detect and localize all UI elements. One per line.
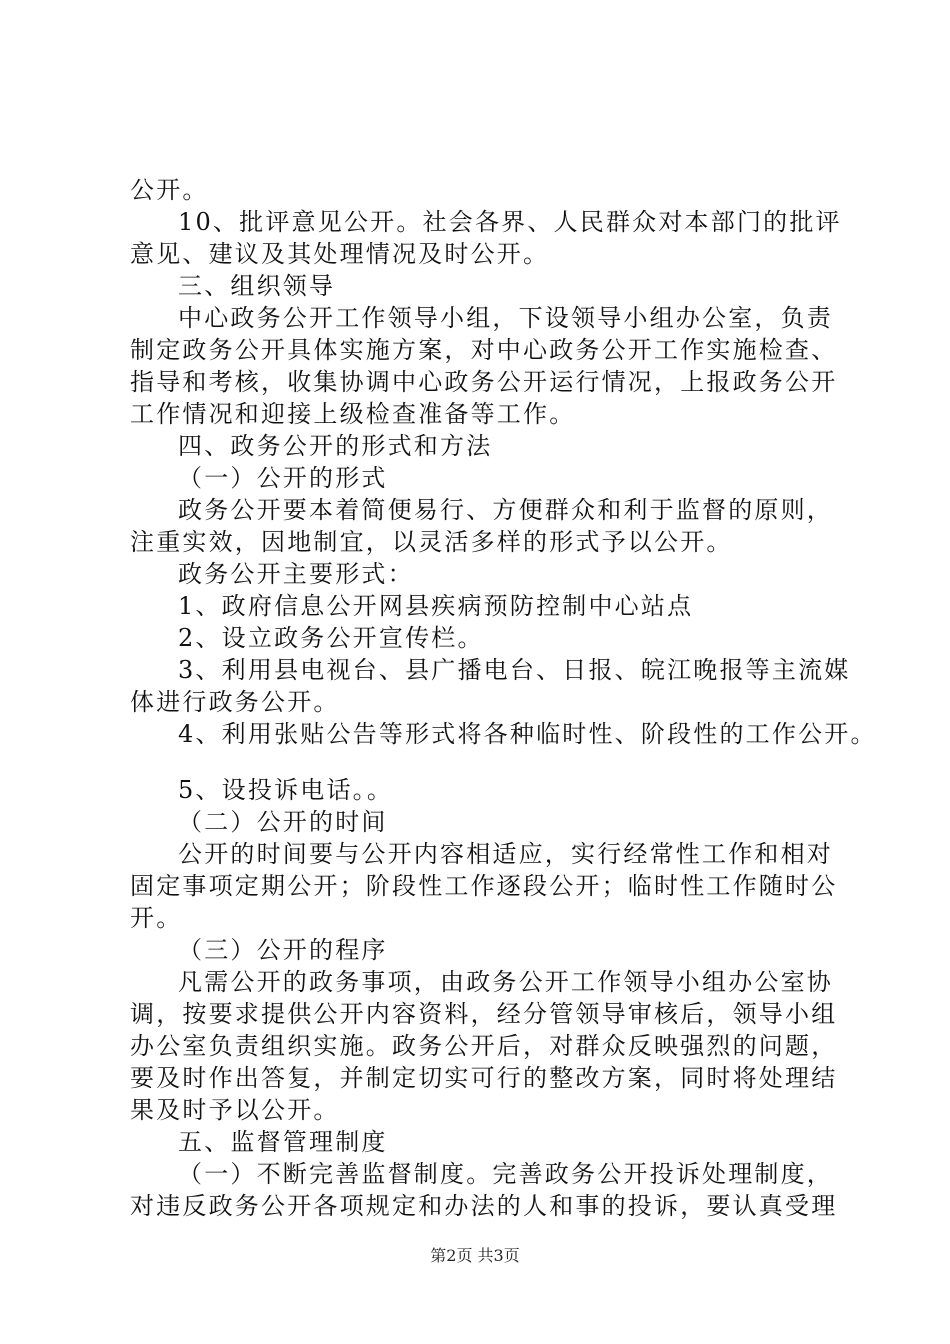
page-number-footer: 第2页 共3页 bbox=[430, 1246, 520, 1265]
text-line: 凡需公开的政务事项，由政务公开工作领导小组办公室协 bbox=[178, 968, 833, 996]
text-line: 政务公开要本着简便易行、方便群众和利于监督的原则， bbox=[178, 496, 833, 524]
text-line: 中心政务公开工作领导小组，下设领导小组办公室，负责 bbox=[178, 304, 833, 332]
text-line: 工作情况和迎接上级检查准备等工作。 bbox=[130, 400, 576, 428]
list-item: 3、利用县电视台、县广播电台、日报、皖江晚报等主流媒 bbox=[178, 656, 851, 684]
text-line: 政务公开主要形式： bbox=[178, 560, 414, 588]
subsection-heading: （一）公开的形式 bbox=[178, 464, 388, 492]
section-heading: 五、监督管理制度 bbox=[178, 1128, 388, 1156]
subsection-heading: （二）公开的时间 bbox=[178, 808, 388, 836]
list-item: 4、利用张贴公告等形式将各种临时性、阶段性的工作公开。 bbox=[178, 720, 877, 748]
list-item: 2、设立政务公开宣传栏。 bbox=[178, 624, 484, 652]
text-line: 对违反政务公开各项规定和办法的人和事的投诉，要认真受理 bbox=[130, 1192, 838, 1220]
text-line: 制定政务公开具体实施方案，对中心政务公开工作实施检查、 bbox=[130, 336, 838, 364]
text-line: 指导和考核，收集协调中心政务公开运行情况，上报政务公开 bbox=[130, 368, 838, 396]
section-heading: 四、政务公开的形式和方法 bbox=[178, 432, 493, 460]
text-line: 注重实效，因地制宜，以灵活多样的形式予以公开。 bbox=[130, 528, 733, 556]
text-line: 意见、建议及其处理情况及时公开。 bbox=[130, 240, 550, 268]
text-line: 要及时作出答复，并制定切实可行的整改方案，同时将处理结 bbox=[130, 1064, 838, 1092]
text-line: 调，按要求提供公开内容资料，经分管领导审核后，领导小组 bbox=[130, 1000, 838, 1028]
text-line: 公开的时间要与公开内容相适应，实行经常性工作和相对 bbox=[178, 840, 833, 868]
text-line: 10、批评意见公开。社会各界、人民群众对本部门的批评 bbox=[178, 208, 842, 236]
text-line: 固定事项定期公开；阶段性工作逐段公开；临时性工作随时公 bbox=[130, 872, 838, 900]
subsection-heading: （三）公开的程序 bbox=[178, 936, 388, 964]
list-item: 1、政府信息公开网县疾病预防控制中心站点 bbox=[178, 592, 694, 620]
list-item: 5、设投诉电话。。 bbox=[178, 776, 394, 804]
text-line: （一）不断完善监督制度。完善政务公开投诉处理制度， bbox=[178, 1160, 833, 1188]
text-line: 体进行政务公开。 bbox=[130, 688, 340, 716]
text-line: 办公室负责组织实施。政务公开后，对群众反映强烈的问题， bbox=[130, 1032, 838, 1060]
text-line: 开。 bbox=[130, 904, 183, 932]
text-line: 果及时予以公开。 bbox=[130, 1096, 340, 1124]
text-line: 公开。 bbox=[130, 176, 209, 204]
section-heading: 三、组织领导 bbox=[178, 272, 336, 300]
